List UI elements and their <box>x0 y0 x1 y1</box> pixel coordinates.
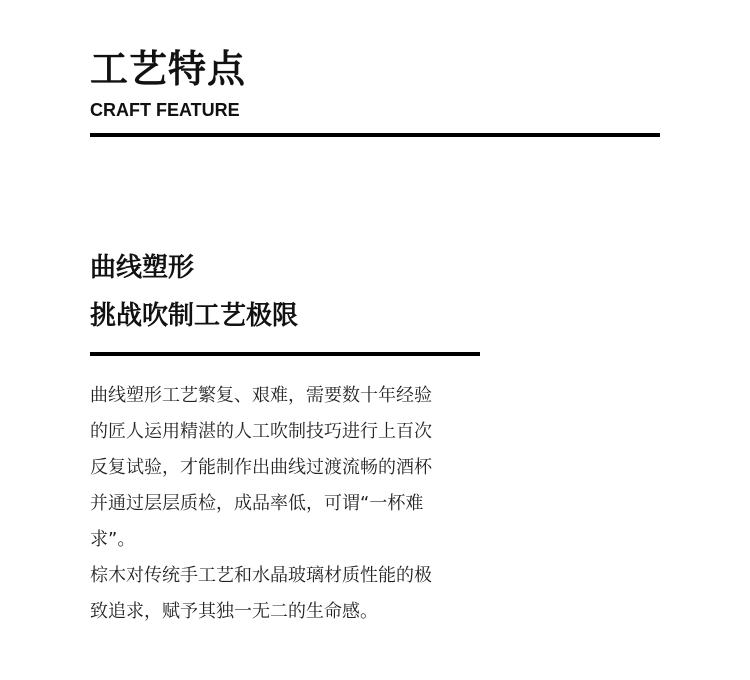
feature-body-line: 反复试验，才能制作出曲线过渡流畅的酒杯 <box>90 457 432 478</box>
feature-body-line: 致追求，赋予其独一无二的生命感。 <box>90 601 378 622</box>
feature-body-line: 曲线塑形工艺繁复、艰难，需要数十年经验 <box>90 385 432 406</box>
section-title: 工艺特点 <box>90 47 247 91</box>
feature-body <box>90 378 480 630</box>
section-subtitle: CRAFT FEATURE <box>90 100 240 120</box>
feature-body-line: 求”。 <box>90 529 136 550</box>
feature-body-line: 棕木对传统手工艺和水晶玻璃材质性能的极 <box>90 565 432 586</box>
feature-body-line: 并通过层层质检，成品率低，可谓“一杯难 <box>90 493 424 514</box>
section-divider <box>90 133 660 137</box>
feature-body-line: 的匠人运用精湛的人工吹制技巧进行上百次 <box>90 421 432 442</box>
feature-heading <box>90 244 298 340</box>
feature-heading-line: 挑战吹制工艺极限 <box>90 301 299 331</box>
feature-divider <box>90 352 480 356</box>
feature-heading-line: 曲线塑形 <box>90 253 195 283</box>
